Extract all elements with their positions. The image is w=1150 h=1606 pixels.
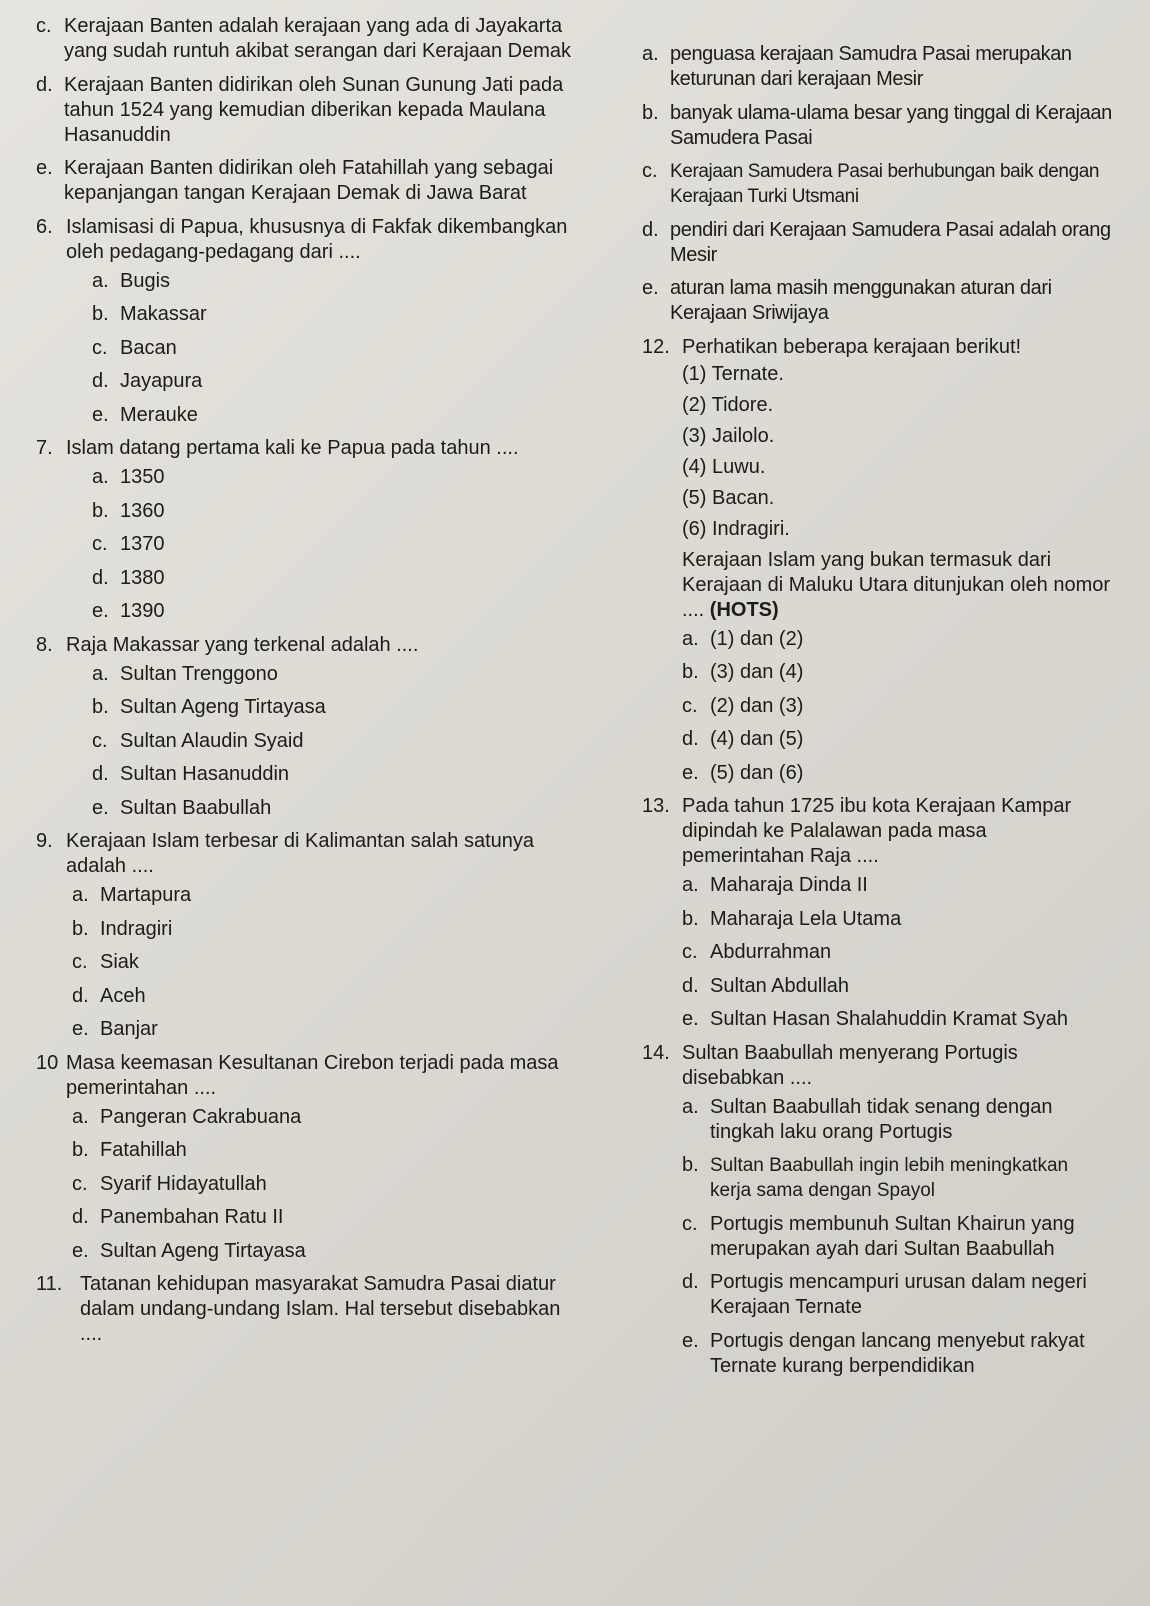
option-e: e. Banjar — [72, 1018, 158, 1040]
option-a: a. Sultan Baabullah tidak senang dengan tingkah laku orang Portugis — [682, 1095, 1053, 1143]
kingdom-item: (3) Jailolo. — [682, 424, 775, 447]
option-b: b. (3) dan (4) — [682, 661, 804, 683]
q8-options — [92, 662, 588, 821]
option-e: e. aturan lama masih menggunakan aturan dari Kerajaan Sriwijaya — [642, 277, 1052, 324]
question-12 — [642, 335, 1112, 786]
q6-options — [92, 269, 588, 428]
option-a: a. Maharaja Dinda II — [682, 874, 868, 896]
option-e: e. Sultan Hasan Shalahuddin Kramat Syah — [682, 1008, 1069, 1030]
option-e: e. Sultan Baabullah — [92, 796, 272, 819]
option-c: c. Kerajaan Samudera Pasai berhubungan baik dengan Kerajaan Turki Utsmani — [642, 160, 1100, 207]
left-column — [36, 14, 588, 1347]
option-e: e. Merauke — [92, 403, 198, 426]
q5-options-tail — [36, 14, 588, 206]
question-number: 14. — [642, 1041, 670, 1064]
option-b: b. banyak ulama-ulama besar yang tinggal di Kerajaan Samudera Pasai — [642, 101, 1112, 149]
option-b: b. Sultan Baabullah ingin lebih meningkatkan kerja sama dengan Spayol — [682, 1154, 1069, 1201]
question-number: 12. — [642, 335, 670, 358]
q11-options — [642, 42, 1112, 326]
q10-options — [72, 1105, 588, 1264]
option-a: a. Sultan Trenggono — [92, 662, 278, 685]
question-stem: Kerajaan Islam terbesar di Kalimantan salah satunya adalah .... — [66, 830, 535, 877]
question-stem: Tatanan kehidupan masyarakat Samudra Pasai diatur dalam undang-undang Islam. Hal tersebut disebabkan .... — [80, 1273, 561, 1345]
kingdom-list — [682, 362, 1112, 542]
question-number: 8. — [36, 633, 53, 656]
q5-option-c: c. Kerajaan Banten adalah kerajaan yang ada di Jayakarta yang sudah runtuh akibat serangan dari Kerajaan Demak — [36, 15, 571, 62]
question-stem: Pada tahun 1725 ibu kota Kerajaan Kampar dipindah ke Palalawan pada masa pemerintahan Raja .... — [682, 795, 1072, 867]
question-number: 9. — [36, 830, 53, 852]
option-c: c. Portugis membunuh Sultan Khairun yang merupakan ayah dari Sultan Baabullah — [682, 1212, 1075, 1260]
question-stem: Islamisasi di Papua, khususnya di Fakfak dikembangkan oleh pedagang-pedagang dari .... — [66, 215, 568, 263]
question-6 — [36, 215, 588, 428]
option-d: d. Panembahan Ratu II — [72, 1206, 284, 1228]
option-c: c. Syarif Hidayatullah — [72, 1172, 267, 1195]
option-a: a. penguasa kerajaan Samudra Pasai merupakan keturunan dari kerajaan Mesir — [642, 43, 1072, 90]
option-a: a. Martapura — [72, 884, 192, 906]
option-e: e. Portugis dengan lancang menyebut rakyat Ternate kurang berpendidikan — [682, 1329, 1085, 1377]
option-c: c. Sultan Alaudin Syaid — [92, 729, 304, 752]
q13-options — [682, 873, 1112, 1032]
option-b: b. Makassar — [92, 303, 207, 325]
question-number: 13. — [642, 795, 670, 817]
option-d: d. Sultan Abdullah — [682, 974, 850, 997]
option-c: c. Bacan — [92, 336, 177, 359]
question-14 — [642, 1041, 1112, 1379]
option-d: d. Portugis mencampuri urusan dalam negeri Kerajaan Ternate — [682, 1271, 1087, 1318]
question-stem: Sultan Baabullah menyerang Portugis disebabkan .... — [682, 1041, 1018, 1089]
hots-label: (HOTS) — [709, 598, 779, 621]
question-number: 11. — [36, 1273, 63, 1295]
question-number: 7. — [36, 437, 53, 459]
option-b: b. Fatahillah — [72, 1139, 187, 1161]
question-number: 10 — [36, 1051, 59, 1074]
question-10 — [36, 1051, 588, 1264]
question-11 — [36, 1272, 588, 1347]
q5-option-d: d. Kerajaan Banten didirikan oleh Sunan Gunung Jati pada tahun 1524 yang kemudian diberikan kepada Maulana Hasanuddin — [36, 73, 564, 146]
option-d: d. (4) dan (5) — [682, 728, 804, 750]
option-d: d. Sultan Hasanuddin — [92, 763, 290, 785]
option-c: c. Abdurrahman — [682, 941, 832, 963]
option-d: d. Aceh — [72, 984, 146, 1007]
option-b: b. Maharaja Lela Utama — [682, 907, 902, 930]
q14-options — [682, 1095, 1112, 1379]
question-8 — [36, 633, 588, 821]
question-stem: Masa keemasan Kesultanan Cirebon terjadi pada masa pemerintahan .... — [66, 1051, 559, 1099]
option-a: a. Bugis — [92, 269, 171, 292]
kingdom-item: (4) Luwu. — [682, 455, 766, 478]
option-a: a. 1350 — [92, 466, 165, 488]
kingdom-item: (2) Tidore. — [682, 393, 774, 416]
kingdom-item: (5) Bacan. — [682, 486, 775, 509]
option-b: b. Indragiri — [72, 917, 173, 940]
question-7 — [36, 436, 588, 624]
option-d: d. Jayapura — [92, 370, 203, 392]
q12-options — [682, 627, 1112, 786]
q7-options — [92, 465, 588, 624]
question-13 — [642, 794, 1112, 1032]
kingdom-item: (6) Indragiri. — [682, 517, 790, 540]
option-b: b. 1360 — [92, 499, 165, 522]
question-stem: Raja Makassar yang terkenal adalah .... — [66, 633, 419, 656]
option-b: b. Sultan Ageng Tirtayasa — [92, 696, 326, 718]
q5-option-e: e. Kerajaan Banten didirikan oleh Fatahillah yang sebagai kepanjangan tangan Kerajaan Demak di Jawa Barat — [36, 157, 554, 204]
question-stem: Perhatikan beberapa kerajaan berikut! — [682, 335, 1022, 358]
option-d: d. 1380 — [92, 566, 165, 589]
option-a: a. (1) dan (2) — [682, 627, 804, 650]
question-number: 6. — [36, 215, 53, 238]
option-e: e. 1390 — [92, 600, 165, 622]
option-c: c. (2) dan (3) — [682, 694, 804, 717]
option-c: c. 1370 — [92, 533, 165, 555]
option-c: c. Siak — [72, 951, 139, 973]
kingdom-item: (1) Ternate. — [682, 362, 784, 385]
right-column — [642, 14, 1112, 1387]
option-a: a. Pangeran Cakrabuana — [72, 1105, 302, 1128]
option-e: e. (5) dan (6) — [682, 761, 804, 784]
q9-options — [72, 883, 588, 1042]
question-stem-continued: Kerajaan Islam yang bukan termasuk dari Kerajaan di Maluku Utara ditunjukan oleh nomor .... (HOTS) — [682, 548, 1111, 621]
question-stem: Islam datang pertama kali ke Papua pada tahun .... — [66, 437, 519, 459]
option-d: d. pendiri dari Kerajaan Samudera Pasai adalah orang Mesir — [642, 218, 1111, 266]
question-9 — [36, 829, 588, 1042]
option-e: e. Sultan Ageng Tirtayasa — [72, 1239, 306, 1262]
